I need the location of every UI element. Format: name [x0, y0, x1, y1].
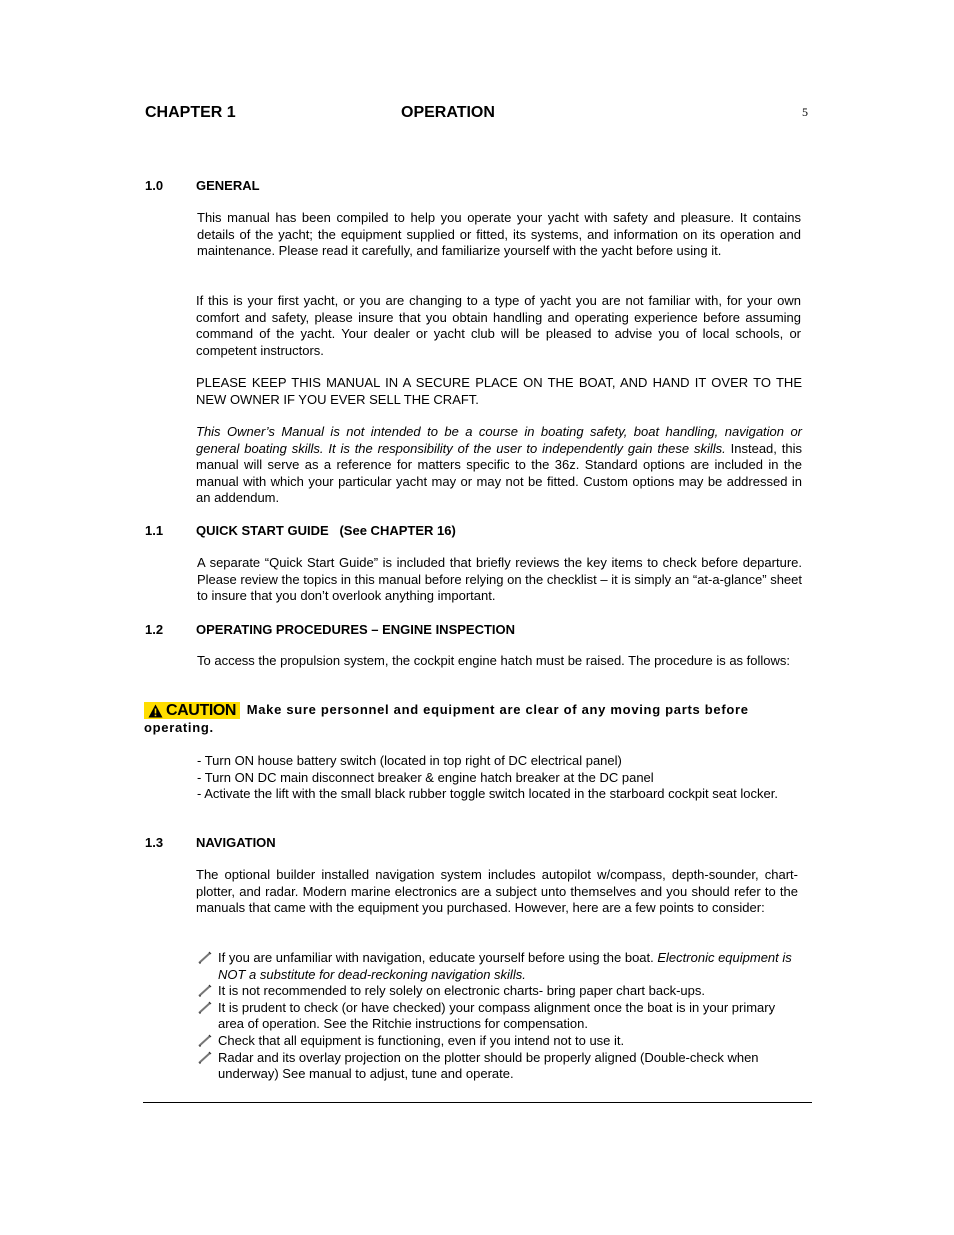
- pencil-icon: [197, 1034, 213, 1048]
- pencil-icon: [197, 951, 213, 965]
- section-number-1-3: 1.3: [145, 835, 164, 850]
- section-number-1-2: 1.2: [145, 622, 164, 637]
- section-number-1-1: 1.1: [145, 523, 164, 538]
- list-item: If you are unfamiliar with navigation, educate yourself before using the boat. Electronic equipment is NOT a substitute for dead-reckoning navigation skills.: [197, 950, 802, 983]
- engine-step: - Activate the lift with the small black rubber toggle switch located in the starboard cockpit seat locker.: [197, 786, 778, 802]
- caution-notice: [144, 701, 804, 736]
- caution-text: Make sure personnel and equipment are clear of any moving parts before operating.: [144, 702, 749, 736]
- engine-paragraph: To access the propulsion system, the cockpit engine hatch must be raised. The procedure is as follows:: [197, 653, 791, 668]
- page-number: 5: [802, 105, 808, 119]
- list-item: Radar and its overlay projection on the plotter should be properly aligned (Double-check when underway) See manual to adjust, tune and operate.: [197, 1050, 802, 1083]
- pencil-icon: [197, 1051, 213, 1065]
- pencil-icon: [197, 984, 213, 998]
- general-paragraph-4: [196, 424, 802, 507]
- list-item: It is not recommended to rely solely on electronic charts- bring paper chart back-ups.: [197, 983, 802, 1000]
- engine-step: - Turn ON house battery switch (located in top right of DC electrical panel): [197, 753, 622, 768]
- general-paragraph-2: If this is your first yacht, or you are changing to a type of yacht you are not familiar with, for your own comfort and safety, please insure that you obtain handling and operating experience before assuming command of the yacht. Your dealer or yacht club will be pleased to advise you of local schools, or competent instructors.: [196, 293, 801, 358]
- section-title-quick-start: QUICK START GUIDE (See CHAPTER 16): [196, 523, 456, 538]
- warning-triangle-icon: [148, 704, 163, 718]
- section-title-engine-inspection: OPERATING PROCEDURES – ENGINE INSPECTION: [196, 622, 516, 637]
- section-title-general: GENERAL: [196, 178, 260, 193]
- navigation-paragraph: The optional builder installed navigation system includes autopilot w/compass, depth-sounder, chart-plotter, and radar. Modern marine electronics are a subject unto themselves and you should refer to the manuals that came with the equipment you purchased. However, here are a few points to consider:: [196, 867, 798, 916]
- navigation-bullets: [197, 950, 802, 1083]
- engine-steps-list: [197, 753, 802, 803]
- caution-label: CAUTION: [166, 702, 237, 720]
- disclaimer-italic: This Owner’s Manual is not intended to be a course in boating safety, boat handling, navigation or general boating skills. It is the responsibility of the user to independently gain these skills.: [196, 424, 802, 456]
- footer-divider: [143, 1102, 812, 1103]
- section-number-1-0: 1.0: [145, 178, 164, 193]
- chapter-label: CHAPTER 1: [145, 104, 236, 121]
- general-paragraph-1: This manual has been compiled to help you operate your yacht with safety and pleasure. It contains details of the yacht; the equipment supplied or fitted, its systems, and information on its operation and maintenance. Please read it carefully, and familiarize yourself with the yacht before using it.: [197, 210, 801, 259]
- pencil-icon: [197, 1001, 213, 1015]
- navigation-emphasis: Electronic equipment is NOT a substitute for dead-reckoning navigation skills.: [218, 950, 792, 982]
- engine-step: - Turn ON DC main disconnect breaker & engine hatch breaker at the DC panel: [197, 769, 654, 785]
- section-title-navigation: NAVIGATION: [196, 835, 276, 850]
- general-paragraph-3: PLEASE KEEP THIS MANUAL IN A SECURE PLACE ON THE BOAT, AND HAND IT OVER TO THE NEW OWNER IF YOU EVER SELL THE CRAFT.: [196, 375, 802, 407]
- list-item: It is prudent to check (or have checked) your compass alignment once the boat is in your primary area of operation. See the Ritchie instructions for compensation.: [197, 1000, 802, 1033]
- chapter-title: OPERATION: [401, 104, 495, 121]
- quickstart-paragraph: A separate “Quick Start Guide” is included that briefly reviews the key items to check before departure. Please review the topics in this manual before relying on the checklist – it is simply an “at-a-glance” sheet to insure that you don’t overlook anything important.: [197, 555, 802, 604]
- caution-badge: [144, 702, 240, 719]
- disclaimer-rest: Instead, this manual will serve as a reference for matters specific to the 36z. Standard options are included in the manual with which your particular yacht may or may not be fitted. Custom options may be addressed in an addendum.: [196, 440, 802, 506]
- list-item: Check that all equipment is functioning, even if you intend not to use it.: [197, 1033, 802, 1050]
